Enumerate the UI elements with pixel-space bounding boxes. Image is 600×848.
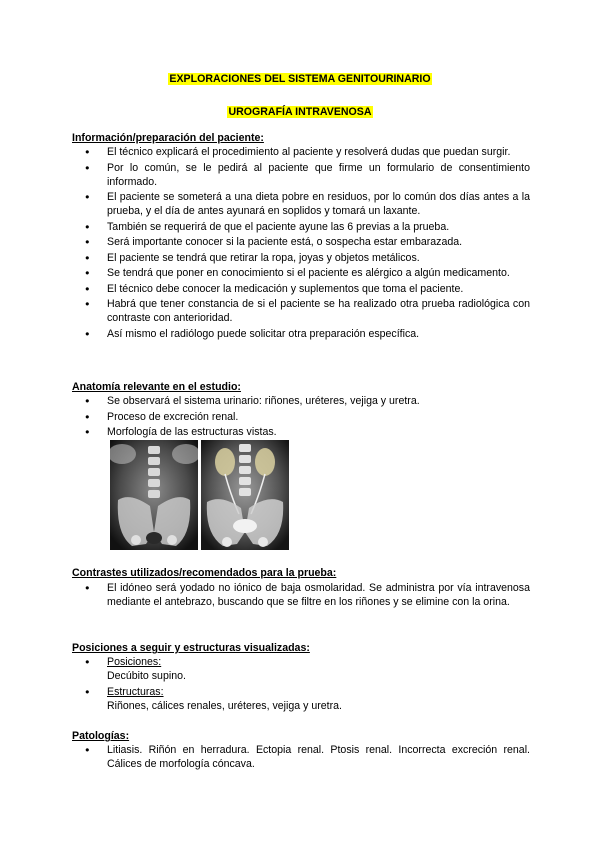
list-item: ● Por lo común, se le pedirá al paciente que firme un formulario de consentimiento informado. bbox=[72, 161, 530, 189]
list-positions bbox=[72, 655, 530, 714]
list-item: ● Litiasis. Riñón en herradura. Ectopia renal. Ptosis renal. Incorrecta excreción renal. Cálices de morfología cóncava. bbox=[72, 743, 530, 771]
list-item: ● El técnico explicará el procedimiento al paciente y resolverá dudas que puedan surgir. bbox=[72, 145, 530, 159]
list-item: ● El paciente se tendrá que retirar la ropa, joyas y objetos metálicos. bbox=[72, 251, 530, 265]
list-item bbox=[72, 685, 530, 713]
list-info bbox=[72, 145, 530, 342]
xray-image-contrast bbox=[201, 440, 289, 550]
heading-anatomy: Anatomía relevante en el estudio: bbox=[72, 381, 241, 393]
list-anatomy bbox=[72, 394, 530, 441]
list-item: ● Habrá que tener constancia de si el paciente se ha realizado otra prueba radiológica con contraste con anterioridad. bbox=[72, 297, 530, 325]
heading-pathologies: Patologías: bbox=[72, 730, 130, 742]
list-item: ● Morfología de las estructuras vistas. bbox=[72, 425, 530, 439]
document-title: EXPLORACIONES DEL SISTEMA GENITOURINARIO bbox=[169, 73, 431, 85]
document-subtitle: UROGRAFÍA INTRAVENOSA bbox=[228, 106, 372, 118]
list-item: ● Será importante conocer si la paciente está, o sospecha estar embarazada. bbox=[72, 235, 530, 249]
list-item: ● Proceso de excreción renal. bbox=[72, 410, 530, 424]
list-item: ● El técnico debe conocer la medicación y suplementos que toma el paciente. bbox=[72, 282, 530, 296]
heading-contrast: Contrastes utilizados/recomendados para la prueba: bbox=[72, 567, 337, 579]
heading-info: Información/preparación del paciente: bbox=[72, 132, 264, 144]
xray-image-plain bbox=[110, 440, 198, 550]
structures-text: Riñones, cálices renales, uréteres, vejiga y uretra. bbox=[107, 699, 342, 712]
list-pathologies bbox=[72, 743, 530, 773]
list-item: ● Se observará el sistema urinario: riñones, uréteres, vejiga y uretra. bbox=[72, 394, 530, 408]
list-item bbox=[72, 655, 530, 683]
list-item: ● El paciente se someterá a una dieta pobre en residuos, por lo común dos días antes a la prueba, y el día de antes ayunará en soplidos y tomará un laxante. bbox=[72, 190, 530, 218]
list-item: ● También se requerirá de que el paciente ayune las 6 previas a la prueba. bbox=[72, 220, 530, 234]
list-contrast bbox=[72, 581, 530, 611]
list-item: ● El idóneo será yodado no iónico de baja osmolaridad. Se administra por vía intravenosa mediante el antebrazo, buscando que se filtre en los riñones y se elimine con la orina. bbox=[72, 581, 530, 609]
structures-label: Estructuras: bbox=[107, 685, 164, 698]
positions-text: Decúbito supino. bbox=[107, 670, 186, 682]
list-item: ● Así mismo el radiólogo puede solicitar otra preparación específica. bbox=[72, 327, 530, 341]
list-item: ● Se tendrá que poner en conocimiento si el paciente es alérgico a algún medicamento. bbox=[72, 266, 530, 280]
positions-label: Posiciones: bbox=[107, 656, 162, 668]
heading-positions: Posiciones a seguir y estructuras visualizadas: bbox=[72, 642, 310, 654]
